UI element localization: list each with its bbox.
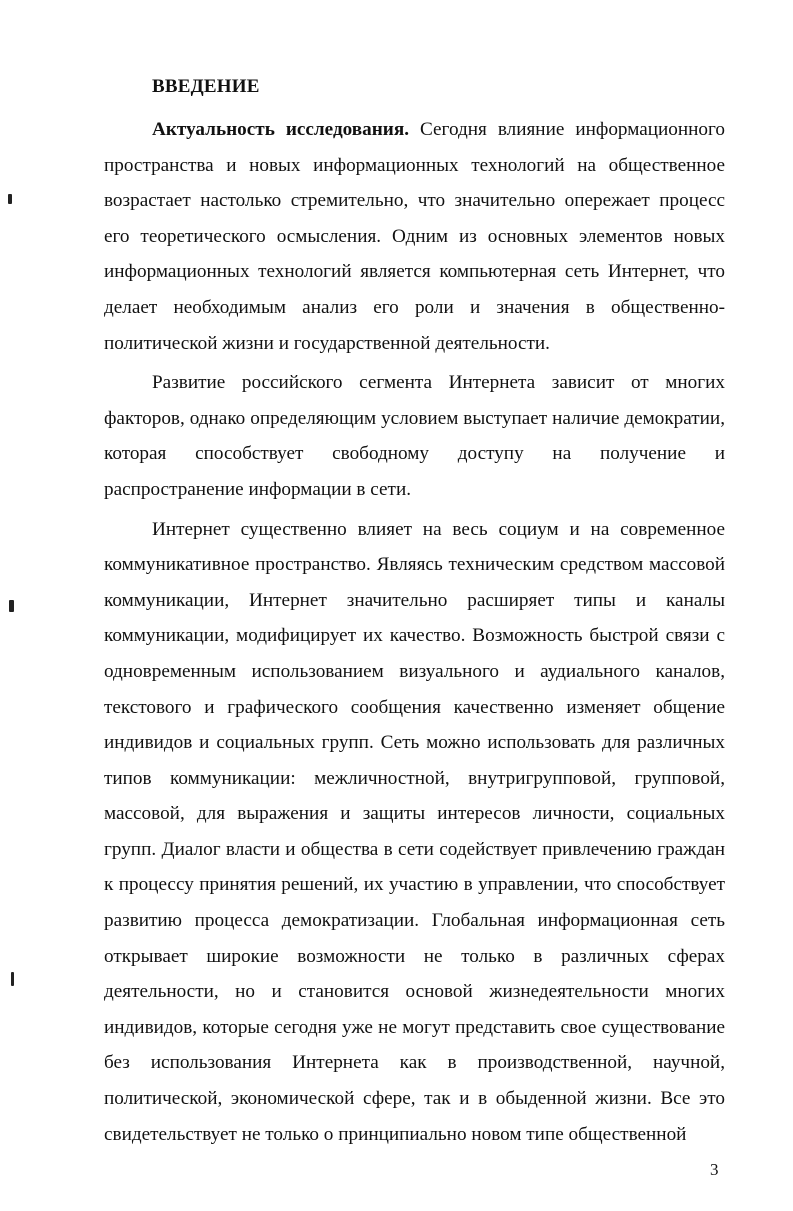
scan-artifact bbox=[8, 194, 12, 204]
paragraph-text: Сегодня влияние информационного пространства и новых информационных технологий на общественное возрастает настолько стремительно, что значительно опережает процесс его теоретического осмысления. Одним из основных элементов новых информационных технологий является компьютерная сеть Интернет, что делает необходимым анализ его роли и значения в общественно-политической жизни и государственной деятельности. bbox=[104, 119, 725, 354]
scan-artifact bbox=[9, 600, 14, 612]
paragraph-lead: Актуальность исследования. bbox=[152, 119, 410, 140]
body-text bbox=[104, 112, 725, 1152]
section-heading: ВВЕДЕНИЕ bbox=[152, 76, 260, 97]
paragraph-internet-influence: Интернет существенно влияет на весь социум и на современное коммуникативное пространство. Являясь техническим средством массовой коммуникации, Интернет значительно расширяет типы и каналы коммуникации, модифицирует их качество. Возможность быстрой связи с одновременным использованием визуального и аудиального каналов, текстового и графического сообщения качественно изменяет общение индивидов и социальных групп. Сеть можно использовать для различных типов коммуникации: межличностной, внутригрупповой, групповой, массовой, для выражения и защиты интересов личности, социальных групп. Диалог власти и общества в сети содействует привлечению граждан к процессу принятия решений, их участию в управлении, что способствует развитию процесса демократизации. Глобальная информационная сеть открывает широкие возможности не только в различных сферах деятельности, но и становится основой жизнедеятельности многих индивидов, которые сегодня уже не могут представить свое существование без использования Интернета как в производственной, научной, политической, экономической сфере, так и в обыденной жизни. Все это свидетельствует не только о принципиально новом типе общественной bbox=[104, 518, 725, 1145]
scan-artifact bbox=[11, 972, 14, 986]
page-number: 3 bbox=[710, 1160, 719, 1179]
paragraph-relevance bbox=[104, 112, 725, 361]
paragraph-russian-segment: Развитие российского сегмента Интернета зависит от многих факторов, однако определяющим условием выступает наличие демократии, которая способствует свободному доступу на получение и распространение информации в сети. bbox=[104, 372, 725, 500]
